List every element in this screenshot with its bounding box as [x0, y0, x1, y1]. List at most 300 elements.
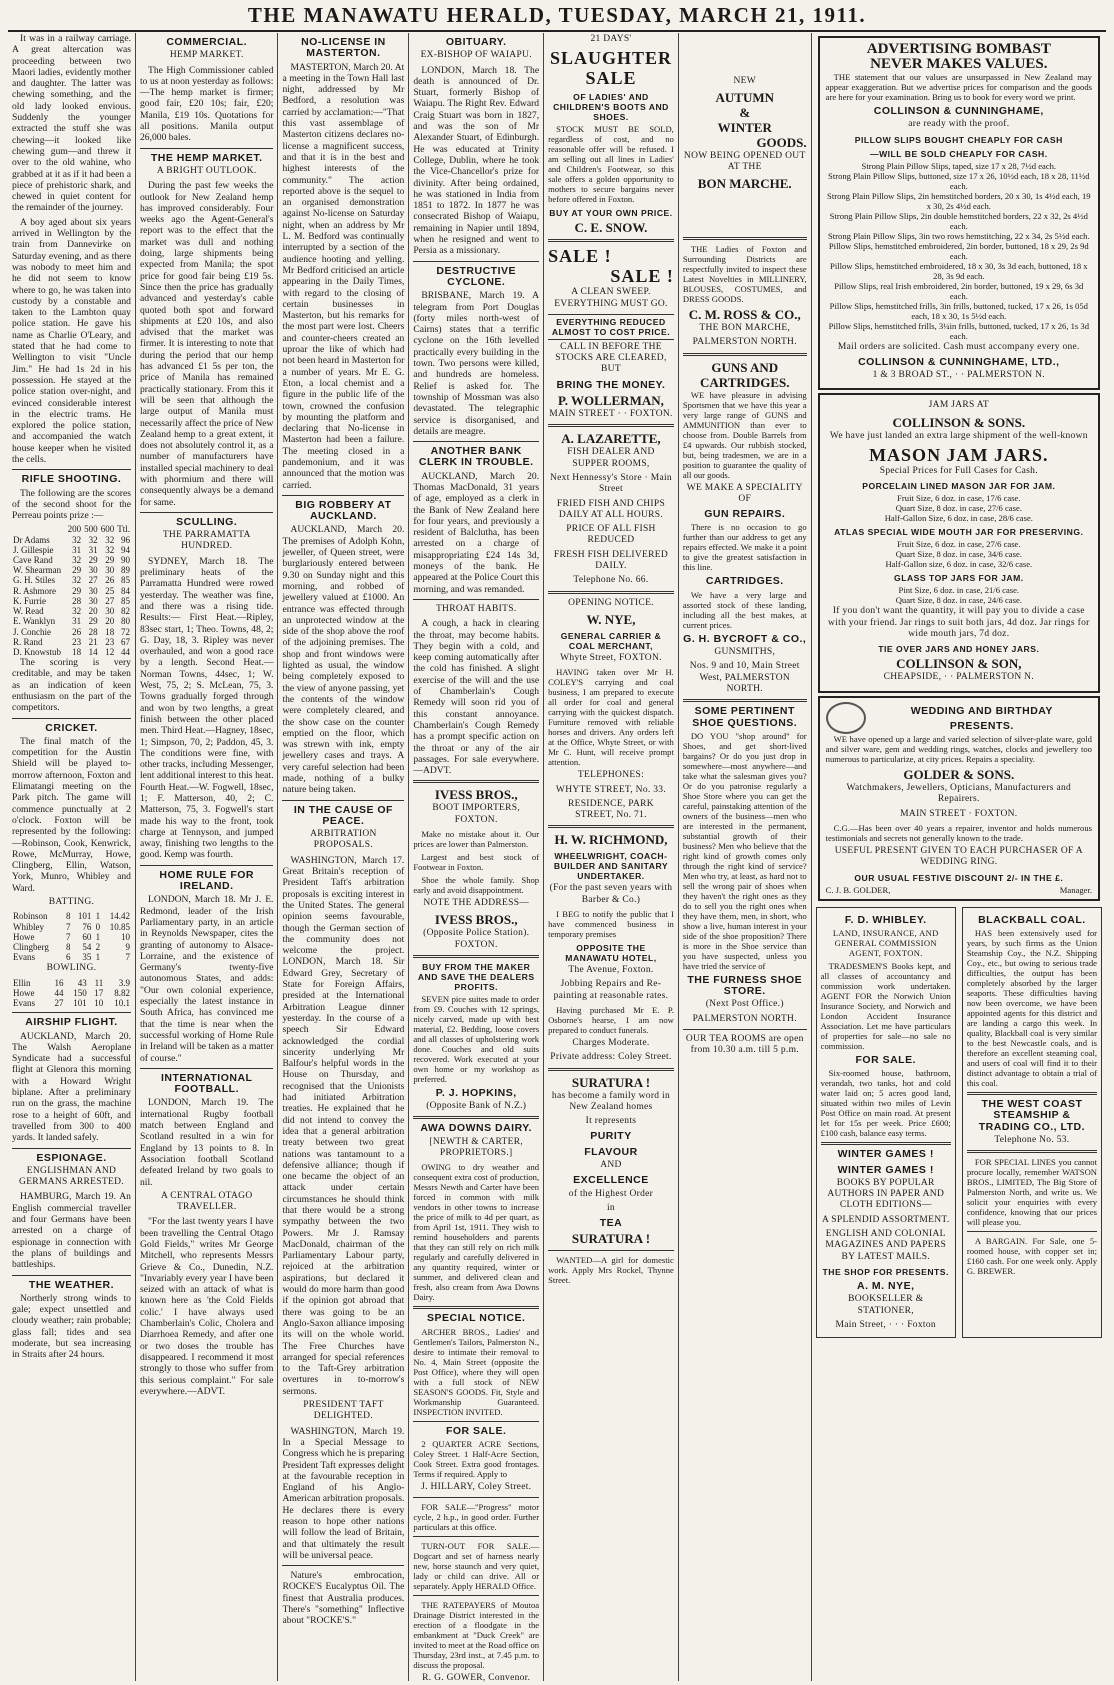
am-nye-address: Main Street, · · · Foxton [835, 1319, 936, 1330]
tie-over-jars: TIE OVER JARS AND HONEY JARS. [878, 644, 1040, 655]
richmond-text: I BEG to notify the public that I have commenced business in temporary premises [548, 909, 674, 940]
richmond-opposite: OPPOSITE THE MANAWATU HOTEL, [565, 943, 657, 964]
guns-text: WE have pleasure in advising Sportsmen that we have this year a very large range of GUNS and AMMUNITION than ever to choose from. Double Barrels from £4 upwards. Our rubbish stocked, but, being tradesmen, we are in a position to guarantee the quality of all our goods. [682, 389, 807, 480]
list-item: Pillow Slips, real Irish embroidered, 2in border, buttoned, 19 x 29, 6s 3d each. [834, 280, 1084, 301]
throat-sub: THROAT HABITS. [435, 603, 517, 614]
golder-sub: Watchmakers, Jewellers, Opticians, Manufacturers and Repairers. [846, 783, 1072, 805]
table-cell: Howe [13, 987, 35, 998]
table-cell: 72 [120, 626, 130, 637]
list-item: Strong Plain Pillow Slips, 2in hemstitched borders, 20 x 30, 1s 4½d each, 19 x 30, 2s 4½d each. [827, 190, 1091, 211]
home-rule-text: LONDON, March 18. Mr J. E. Redmond, leader of the Irish Parliamentary party, in an article in Reynolds Newspaper, cites the granting of autonomy to Alsace-Lorraine, and the existence of Germany's twenty-five autonomous States, and adds: "Our own colonial experience, especially the latest instance in South Africa, has convinced me that the time is near when the successful working of Home Rule in Ireland will be taken as a matter of course." [139, 894, 274, 1064]
cjb-golder: C. J. B. GOLDER, [825, 884, 891, 895]
bowling-heading: BOWLING. [46, 963, 97, 974]
table-row [12, 627, 131, 637]
richmond-private: Private address: Coley Street. [550, 1052, 672, 1063]
table-cell: G. H. Stiles [13, 575, 56, 586]
table-cell: 29 [88, 616, 98, 627]
ladies-boots: OF LADIES' AND CHILDREN'S BOOTS AND SHOES. [553, 92, 669, 123]
header-cell: 200 [67, 524, 82, 535]
column-2 [136, 33, 278, 1681]
list-item: Pillow Slips, hemstitched embroidered, 2in border, buttoned, 18 x 29, 2s 9d each. [828, 240, 1089, 261]
broad-street-address: 1 & 3 BROAD ST., · · PALMERSTON N. [872, 370, 1045, 381]
glass-top-heading: GLASS TOP JARS FOR JAM. [894, 573, 1024, 584]
table-row [12, 606, 131, 616]
list-item: Strong Plain Pillow Slips, 3in two rows hemstitching, 22 x 34, 2s 5½d each. [828, 230, 1090, 241]
atlas-list [826, 539, 1092, 569]
table-cell: Clingberg [13, 941, 49, 952]
table-cell: 30 [88, 565, 98, 576]
hemp-outlook-text: During the past few weeks the outlook for New Zealand hemp has improved considerably. Four weeks ago the Agent-General's report was to the effect that the market was dull and nothing doing, large shipments being expected from Manila; the spot price for good fair being £19 5s. Since then the price has gradually advanced and yesterday's cable quoted both spot and forward shipments at £20 10s, and also advised that the market was firmer. It is interesting to note that during the period that our hemp has advanced £1 5s per ton, the price of Manila has remained practically stationary. From this it will be seen that although the large output of Manila must necessarily affect the price of New Zealand hemp to a great extent, it does not absolutely control it, as a number of manufacturers have installed special machinery to deal with phormium and there will consequently always be a demand for same. [139, 180, 274, 508]
table-cell: 101 [73, 998, 87, 1009]
table-cell: 10 [120, 931, 130, 942]
sale-2: SALE ! [610, 266, 674, 287]
values-text: THE statement that our values are unsurpassed in New Zealand may appear exaggeration. But we advertise prices for comparison and the goods are here for your examination. Bring us to book for every word we print. [825, 72, 1092, 102]
column-4 [409, 33, 544, 1684]
table-cell: 150 [73, 987, 87, 998]
whibley-text: TRADESMEN'S Books kept, and all classes of accountancy and commission work undertaken. AGENT FOR the Norwich Union Insurance Society, and Norwich and London Accident Insurance Association. Let me have particulars of properties for sale—no sale no commission. [820, 960, 951, 1051]
special-prices: Special Prices for Full Cases for Cash. [879, 466, 1038, 477]
table-cell: 32 [105, 534, 115, 545]
richmond-avenue: The Avenue, Foxton. [568, 965, 654, 976]
header-cell: 500 [84, 524, 98, 535]
table-cell: 30 [88, 595, 98, 606]
table-cell: 76 [82, 921, 92, 932]
nye-tel-2: RESIDENCE, PARK STREET, No. 71. [567, 798, 654, 821]
table-row [12, 575, 131, 585]
heading-bank-clerk: ANOTHER BANK CLERK IN TROUBLE. [418, 445, 534, 469]
table-cell: 30 [105, 606, 115, 617]
espionage-sub: ENGLISHMAN AND GERMANS ARRESTED. [19, 1165, 124, 1188]
suratura-title: SURATURA ! [571, 1074, 651, 1090]
table-cell: 8 [66, 911, 71, 922]
blackball-heading: BLACKBALL COAL. [978, 913, 1086, 926]
table-cell: 16 [54, 977, 64, 988]
hemp-market-sub: HEMP MARKET. [169, 50, 244, 61]
nye-tel-1: WHYTE STREET, No. 33. [555, 784, 667, 795]
rifle-note: The scoring is very creditable, and may be taken as an indication of keen enthusiasm on the part of the competitors. [12, 657, 131, 714]
table-cell: 43 [77, 977, 87, 988]
wanted-ad: WANTED—A girl for domestic work. Apply Mrs Rockel, Thynne Street. [548, 1255, 674, 1286]
table-cell: Whibley [13, 921, 44, 932]
suratura-title-2: SURATURA ! [571, 1231, 651, 1247]
lazarette-name: A. LAZARETTE, [561, 431, 661, 447]
table-cell: 32 [72, 575, 82, 586]
list-item: Quart Size, 8 doz. in case, 27/6 case. [895, 503, 1022, 514]
mail-orders: Mail orders are solicited. Cash must accompany every one. [837, 341, 1080, 352]
goods-label: GOODS. [756, 134, 807, 150]
table-cell: 0 [95, 921, 101, 932]
winter-games-2: WINTER GAMES ! [837, 1163, 934, 1176]
heading-no-license: NO-LICENSE IN MASTERTON. [301, 36, 386, 60]
bycroft-address: Nos. 9 and 10, Main Street West, PALMERSTON NORTH. [689, 661, 800, 694]
table-row [12, 647, 131, 657]
football-text: LONDON, March 19. The international Rugby football match between England and Scotland resulted in a win for England by 13 points to 8. In Association football Scotland defeated Ireland by two goals to nil. [139, 1097, 274, 1188]
list-item: Strong Plain Pillow Slips, taped, size 17 x 28, 7½d each. [861, 160, 1057, 171]
table-cell: 18 [105, 626, 115, 637]
richmond-sub: WHEELWRIGHT, COACH-BUILDER AND SANITARY UNDERTAKER. [553, 851, 669, 882]
table-row [12, 942, 131, 952]
winter-games-1: WINTER GAMES ! [837, 1148, 934, 1161]
obituary-text: LONDON, March 18. The death is announced of Dr. Stuart, formerly Bishop of Waiapu. The Right Rev. Edward Craig Stuart was born in 1827, and was the son of Mr Alexander Stuart, of Edinburgh. He was educated at Trinity College, Dublin, where he took the Vice-Chancellor's prize for divinity. After being ordained, he was stationed in India from 1851 to 1872. In 1877 he was consecrated Bishop of Waiapu, remaining in Napier until 1894, when he resigned and went to Persia as a missionary. [413, 64, 540, 257]
reduced-line: EVERYTHING REDUCED ALMOST TO COST PRICE. [548, 314, 674, 340]
pillow-heading-1: PILLOW SLIPS BOUGHT CHEAPLY FOR CASH [854, 134, 1063, 145]
table-row [12, 616, 131, 626]
heading-rifle-shooting: RIFLE SHOOTING. [21, 473, 122, 486]
rifle-intro: The following are the scores of the second shoot for the Perreau points prize :— [12, 487, 131, 522]
golder-ad [818, 696, 1100, 901]
parramatta-sub: THE PARRAMATTA HUNDRED. [162, 530, 251, 552]
table-cell: 35 [82, 952, 92, 963]
clean-sweep: A CLEAN SWEEP. EVERYTHING MUST GO. [554, 287, 668, 309]
table-cell: Evans [13, 998, 35, 1009]
arbitration-sub: ARBITRATION PROPOSALS. [310, 829, 377, 851]
advertising-bombast: ADVERTISING BOMBAST [866, 41, 1051, 57]
table-cell: 27 [105, 595, 115, 606]
nye-telephones: TELEPHONES: [577, 770, 645, 781]
whibley-name: F. D. WHIBLEY. [844, 913, 927, 926]
table-row [12, 596, 131, 606]
cheapside-address: CHEAPSIDE, · · PALMERSTON N. [883, 672, 1035, 683]
weather-text: Northerly strong winds to gale; expect unsettled and cloudy weather; rain probable; glass fall; tides and sea moderate, but sea increasing in Straits after 24 hours. [12, 1292, 131, 1361]
heading-peace: IN THE CAUSE OF PEACE. [293, 803, 393, 827]
blackball-text: HAS been extensively used for years, by such firms as the Union Steamship Coy., the N.Z. Shipping Coy., etc., but owing to serious trade difficulties, the output has been completely absorbed by the larger seaports. These difficulties having now been overcome, we have been appointed agents for this district and are landing a cargo this week. In quality, Blackball coal is very similar to the best Newcastle coals, and is therefore an excellent steaming coal, and users of coal will find it to their distinct advantage to obtain a trial of this coal. [966, 927, 1097, 1088]
table-cell: 8 [66, 941, 71, 952]
table-cell: 54 [82, 941, 92, 952]
ivess-title-2: IVESS BROS., [434, 912, 518, 928]
table-cell: 26 [72, 626, 82, 637]
column-5 [544, 33, 679, 1681]
mason-jam-jars: MASON JAM JARS. [869, 445, 1049, 466]
am-nye-name: A. M. NYE, [856, 1279, 915, 1292]
suratura-in: in [606, 1202, 615, 1213]
table-cell: W. Shearman [13, 565, 62, 576]
heading-weather: THE WEATHER. [28, 1278, 115, 1291]
golder-name: GOLDER & SONS. [903, 767, 1015, 783]
table-cell: Ellin [13, 977, 31, 988]
opening-label: NOW BEING OPENED OUT AT THE [683, 150, 806, 173]
richmond-name: H. W. RICHMOND, [554, 832, 668, 848]
call-line: CALL IN BEFORE THE STOCKS ARE CLEARED, BUT [555, 341, 667, 375]
snow-name: C. E. SNOW. [574, 220, 648, 236]
suratura-tea: TEA [599, 1217, 623, 1230]
table-cell: J. Conchie [13, 626, 51, 637]
table-cell: 17 [94, 987, 104, 998]
hopkins-name: P. J. HOPKINS, [435, 1086, 517, 1099]
table-cell: D. Knowstub [13, 646, 62, 657]
table-cell: 25 [105, 585, 115, 596]
table-cell: Dr Adams [13, 534, 50, 545]
table-cell: 28 [72, 595, 82, 606]
table-cell: 27 [88, 575, 98, 586]
otago-text: "For the last twenty years I have been travelling the Central Otago Gold Fields," writes Mr George Mitchell, who represents Messrs Grieve & Co., Dunedin, N.Z. "Invariably every year I have been seized with an attack of what is known here as 'the Cold Fields colic.' I have always used Chamberlain's Colic, Cholera and Diarrhoea Remedy, and after one or two doses the trouble has disappeared. I recommend it most strongly to those who suffer from this serious complaint." For sale everywhere.—ADVT. [139, 1216, 274, 1397]
wedding-heading: WEDDING AND BIRTHDAY [910, 704, 1053, 717]
list-item: Quart Size, 8 doz. in case, 24/6 case. [895, 595, 1022, 606]
presents-heading: PRESENTS. [949, 719, 1014, 732]
table-row [12, 555, 131, 565]
table-cell: 90 [120, 555, 130, 566]
bargain-text: A BARGAIN. For Sale, one 5-roomed house, with copper set in; £160 cash. For one week only. Apply G. BREWER. [966, 1236, 1097, 1277]
speciality-line: WE MAKE A SPECIALITY OF [686, 482, 803, 504]
table-cell: 21 [88, 636, 98, 647]
table-cell: 28 [88, 626, 98, 637]
jam-jars-at: JAM JARS AT [928, 400, 989, 411]
stock-text: STOCK MUST BE SOLD, regardless of cost, and no reasonable offer will be refused. I am selling out all lines in Ladies' and Children's Footwear, so this sale offers a golden opportunity to mothers to secure bargains never before offered in Foxton. [548, 124, 674, 205]
gun-repairs-text: There is no occasion to go further than our address to get any repairs effected. We make it a point to give the greatest satisfaction in this line. [682, 522, 807, 573]
collinson-cunninghame-name: COLLINSON & CUNNINGHAME, [873, 105, 1044, 117]
table-cell: 26 [105, 575, 115, 586]
ross-sub: THE BON MARCHE, [699, 323, 791, 333]
furness-sub: (Next Post Office.) [705, 999, 784, 1010]
table-row [12, 932, 131, 942]
table-cell: 67 [120, 636, 130, 647]
quantity-note: If you don't want the quantity, it will pay you to divide a case with your friend. Jar rings to suit both jars, 4d doz. Jar rings for wide mouth jars, 7d doz. [828, 606, 1090, 639]
heading-commercial: COMMERCIAL. [166, 36, 248, 48]
table-cell: 3.9 [118, 977, 130, 988]
slaughter-title: SLAUGHTER [549, 48, 672, 69]
heading-cyclone: DESTRUCTIVE CYCLONE. [436, 264, 517, 288]
rocke-advert: Nature's embrocation, ROCKE'S Eucalyptus Oil. The finest that Australia produces. There's "something" Inflective about "ROCKE'S." [282, 1570, 405, 1627]
table-cell: 30 [88, 585, 98, 596]
whibley-sale-text: Six-roomed house, bathroom, verandah, two tanks, hot and cold water laid on; 5 acres good land, situated within two miles of Levin Post Office on main road. At present let for 15s per week. Price £600; £100 cash, balance easy terms. [820, 1068, 951, 1139]
heading-airship: AIRSHIP FLIGHT. [25, 1016, 118, 1029]
table-cell: 32 [105, 544, 115, 555]
table-cell: 30 [105, 565, 115, 576]
table-header-row [12, 524, 131, 534]
table-cell: 85 [120, 575, 130, 586]
lazarette-tel: Telephone No. 66. [573, 575, 649, 586]
taft-sub: PRESIDENT TAFT DELIGHTED. [303, 1400, 384, 1422]
batting-table [12, 911, 131, 962]
shop-presents: THE SHOP FOR PRESENTS. [822, 1266, 949, 1277]
list-item: Fruit Size, 6 doz. in case, 17/6 case. [897, 493, 1021, 504]
table-cell: 11 [94, 977, 104, 988]
cyclone-text: BRISBANE, March 19. A telegram from Port Douglas (forty miles north-west of Cairns) states that a terrific cyclone on the 16th levelled practically every building in the town. Two persons were killed, and hundreds are homeless. Relief is asked for. The township of Mossman was also devastated. The telegraphic service is disorganised, and details are meagre. [413, 290, 540, 437]
suratura-order: of the Highest Order [568, 1188, 654, 1199]
batting-heading: BATTING. [48, 897, 95, 908]
west-coast-name: THE WEST COAST STEAMSHIP & TRADING CO., LTD. [978, 1097, 1086, 1133]
whibley-for-sale: FOR SALE. [855, 1053, 916, 1066]
hopkins-address: (Opposite Bank of N.Z.) [426, 1101, 527, 1112]
table-row [12, 978, 131, 988]
collinson-cunninghame-ltd: COLLINSON & CUNNINGHAME, LTD., [858, 355, 1060, 368]
table-cell: 32 [72, 534, 82, 545]
collinson-sons: COLLINSON & SONS. [892, 414, 1026, 430]
autumn-label: AUTUMN [715, 89, 774, 105]
sale-1: SALE ! [548, 246, 612, 267]
nye-text: HAVING taken over Mr H. COLEY'S carrying and coal business, I am prepared to execute all order for coal and general carrying with the quickest dispatch. Furniture removed with reliable horses and drivers. Any orders left at the Office, Whyte Street, or with Mr C. Hunt, will receive prompt attention. [548, 667, 674, 768]
buy-own-price: BUY AT YOUR OWN PRICE. [549, 208, 673, 219]
hemp-market-text: The High Commissioner cabled to us at noon yesterday as follows:—The hemp market is firmer; good fair, £20 10s; fair, £20; Manila, £19 10s. Quotations for all positions. Manila output 26,000 bales. [139, 64, 274, 144]
golder-address: MAIN STREET · FOXTON. [900, 808, 1018, 819]
table-row [12, 545, 131, 555]
furness-name: THE FURNESS SHOE STORE. [687, 973, 803, 998]
header-cell [12, 524, 66, 534]
heading-hemp-market: THE HEMP MARKET. [150, 151, 263, 164]
nye-address: Whyte Street, FOXTON. [560, 652, 662, 663]
porcelain-list [826, 493, 1092, 523]
guns-title: GUNS AND CARTRIDGES. [700, 359, 790, 390]
watson-text: FOR SPECIAL LINES you cannot procure locally, remember WATSON BROS., LIMITED, The Big Store of Palmerston North, and write us. We solicit your enquiries with every confidence, knowing that our prices will please you. [966, 1157, 1097, 1228]
throat-text: A cough, a hack in clearing the throat, may become habits. They begin with a cold, and keep coming automatically after the cold has finished. A slight exercise of the will and the use of Chamberlain's Cough Remedy will soon rid you of this constant annoyance. Chamberlain's Cough Remedy has a prompt specific action on the throat or any of the air passages. For sale everywhere.—ADVT. [413, 618, 540, 777]
days-label: 21 DAYS' [590, 34, 632, 44]
table-cell: R. Rand [13, 636, 43, 647]
table-cell: 29 [88, 555, 98, 566]
bowling-table [12, 978, 131, 1009]
espionage-text: HAMBURG, March 19. An English commercial traveller and four Germans have been arrested on a charge of espionage in connection with the plans of buildings and battleships. [12, 1191, 131, 1271]
cartridges-heading: CARTRIDGES. [705, 575, 784, 588]
atlas-heading: ATLAS SPECIAL WIDE MOUTH JAR FOR PRESERVING. [834, 527, 1084, 538]
richmond-jobbing: Jobbing Repairs and Re-painting at reasonable rates. [553, 979, 669, 1001]
heading-football: INTERNATIONAL FOOTBALL. [160, 1071, 253, 1096]
blackball-ad [962, 907, 1102, 1338]
table-row [12, 565, 131, 575]
table-cell: 9 [125, 941, 130, 952]
list-item: Strong Plain Pillow Slips, 2in double hemstitched borders, 22 x 32, 2s 4½d each. [829, 210, 1088, 231]
peace-text: WASHINGTON, March 17. Great Britain's reception of President Taft's arbitration proposals is exciting interest in the United States. The general opinion seems favourable, though the German section of the community does not welcome the project. LONDON, March 18. Sir Edward Grey, Secretary of State for Foreign Affairs, presided at the International Arbitration League dinner yesterday. In the course of a speech Sir Edward acknowledged the cordial sincerity underlying Mr Balfour's helpful words in the House on Thursday, and recognised that the Unionists had initiated Arbitration treaties. He explained that he did not intend to convey the idea that a general arbitration treaty between two great nations was tantamount to a defensive alliance; though if one became the object of an attack under certain circumstances he should think that there would be a strong sympathy between the two Powers. Mr J. Ramsay MacDonald, chairman of the Parliamentary Labour party, rejoiced at the arbitration aspirations, but declared it would do more harm than good if the opinion got abroad that there was going to be an Anglo-Saxon alliance imposing its will on the whole world. The Free Churches have arranged for special references to the Taft-Grey arbitration overtures in to-morrow's sermons. [282, 854, 405, 1397]
nye-sub: GENERAL CARRIER & COAL MERCHANT, [560, 630, 662, 651]
heading-robbery: BIG ROBBERY AT AUCKLAND. [295, 498, 392, 523]
table-row [12, 535, 131, 545]
table-cell: 96 [120, 534, 130, 545]
ross-name: C. M. ROSS & CO., [688, 307, 801, 322]
table-row [12, 586, 131, 596]
table-row [12, 922, 131, 932]
wollerman-name: P. WOLLERMAN, [558, 393, 664, 409]
table-cell: 23 [72, 636, 82, 647]
page-columns [8, 33, 1106, 1684]
heading-cricket: CRICKET. [45, 721, 98, 734]
table-cell: 1 [95, 911, 101, 922]
table-cell: Cave Rand [13, 555, 53, 566]
wedding-text: WE have opened up a large and varied selection of silver-plate ware, gold and silver ware, gem and wedding rings, watches, clocks and jewellery too numerous to particularize, at city prices. Repairs a speciality. [825, 734, 1092, 765]
bycroft-name: G. H. BYCROFT & CO., [683, 632, 807, 645]
table-cell: 94 [120, 544, 130, 555]
bring-money: BRING THE MONEY. [556, 378, 666, 391]
masthead: THE MANAWATU HERALD, TUESDAY, MARCH 21, 1911. [8, 0, 1106, 32]
nye-name: W. NYE, [586, 611, 636, 627]
airship-text: AUCKLAND, March 20. The Walsh Aeroplane Syndicate had a successful flight at Glenora this morning with a Howard Wright biplane. After a preliminary run on the grass, the machine rose to a height of 60ft, and travelled from 300 to 400 yards. It landed safely. [12, 1030, 131, 1144]
ready-proof: are ready with the proof. [908, 119, 1010, 130]
whibley-ad [816, 907, 956, 1338]
table-cell: Evans [13, 952, 35, 963]
gun-repairs: GUN REPAIRS. [704, 508, 786, 521]
table-row [12, 637, 131, 647]
heading-espionage: ESPIONAGE. [36, 1151, 107, 1164]
table-cell: 1 [95, 931, 101, 942]
golder-cg: C.G.—Has been over 40 years a repairer, inventor and holds numerous testimonials and secrets not generally known to the trade. [825, 823, 1092, 844]
ratepayers-notice: THE RATEPAYERS of Moutoa Drainage District interested in the erection of a floodgate in the embankment at "Duck Creek" are invited to meet at the Road office on Thursday, 23rd inst., at 7.45 p.m. to discuss the proposal. [413, 1600, 540, 1671]
article-maori-ladies: It was in a railway carriage. A great altercation was proceeding between two Maori ladies, evidently mother and daughter. The latter was chewing something, and the old lady looked envious. Suddenly the younger extracted the stuff she was chewing—it looked like chewing gum—and threw it over to the old wahine, who grabbed at it as if it had been a piece of prehistoric shark, and chewed in quiet content for the remainder of the journey. [12, 33, 131, 214]
table-cell: 18 [72, 646, 82, 657]
porcelain-heading: PORCELAIN LINED MASON JAR FOR JAM. [862, 481, 1056, 492]
taft-text: WASHINGTON, March 19. In a Special Message to Congress which he is preparing President Taft expresses delight at the favourable reception in England of his Anglo-American arbitration proposals. He declares there is every reason to hope other nations will follow the lead of Britain, and that ultimately the result will be universal peace. [282, 1425, 405, 1561]
table-cell: 14.42 [109, 911, 130, 922]
manager-label: Manager. [1059, 884, 1092, 895]
list-item: Strong Plain Pillow Slips, buttoned, size 17 x 26, 10½d each, 18 x 28, 11½d each. [828, 170, 1090, 191]
table-cell: Robinson [13, 911, 48, 922]
bycroft-sub: GUNSMITHS, [714, 647, 776, 658]
suratura-flavour: FLAVOUR [584, 1145, 638, 1158]
list-item: Pillow Slips, hemstitched frills, 3in frills, buttoned, tucked, 17 x 26, 1s 05d each, 18 x 30, 1s 5½d each. [829, 300, 1088, 321]
table-cell: 32 [72, 606, 82, 617]
table-cell: 82 [120, 606, 130, 617]
gower-name: R. G. GOWER, Convenor. [422, 1673, 531, 1684]
list-item: Half-Gallon size, 6 doz. in case, 32/6 case. [885, 559, 1033, 570]
table-cell: 84 [120, 585, 130, 596]
list-item: Quart Size, 8 doz. in case, 34/6 case. [895, 549, 1022, 560]
useful-present: USEFUL PRESENT GIVEN TO EACH PURCHASER OF A WEDDING RING. [834, 846, 1083, 868]
table-cell: 32 [72, 555, 82, 566]
table-cell: 29 [105, 555, 115, 566]
table-cell: 29 [72, 565, 82, 576]
table-cell: 80 [120, 616, 130, 627]
sale-title: SALE [585, 68, 637, 89]
column-6 [679, 33, 812, 1681]
pillow-slip-list [826, 161, 1092, 341]
table-cell: 31 [88, 544, 98, 555]
table-cell: 10.1 [114, 998, 130, 1009]
for-sale-text: 2 QUARTER ACRE Sections, Coley Street. 1 Half-Acre Section, Cook Street. Extra good frontages. Terms if required. Apply to [413, 1438, 540, 1479]
suratura-represents: It represents [585, 1116, 637, 1127]
table-cell: 85 [120, 595, 130, 606]
ring-icon [826, 702, 866, 734]
motor-cycle-ad: FOR SALE—"Progress" motor cycle, 2 h.p., in good order. Further particulars at this office. [413, 1502, 540, 1533]
header-cell: Ttl. [117, 524, 130, 535]
suratura-text: has become a family word in New Zealand homes [551, 1090, 671, 1112]
robbery-text: AUCKLAND, March 20. The premises of Adolph Kohn, jeweller, of Queen street, were burglariously entered between 9.30 on Sunday night and this morning, and robbed of jewellery valued at £1000. An entrance was effected through an unprotected window at the side of the shop above the roof of the adjoining premises. The shop and front windows were lighted as usual, the window being completely exposed to the view of anyone passing, yet the contents of the window were completely cleared, and the show case on the counter emptied on the floor, which was strewn with ink, empty jewellery cases and trays. A very careful selection had been made, nothing of a bulky nature being taken. [282, 524, 405, 796]
article-lost-boy: A boy aged about six years arrived in Wellington by the train from Dannevirke on Saturday evening, and as there was nobody to meet him and he did not seem to know where to go, he was taken into custody by a constable and taken to the Lambton quay police station. He gave his name as Charlie O'Leary, and stated that he had come to Wellington to visit "Uncle Jim." He had 1s 2d in his possession. He stayed at the police station over-night, and evinced considerable interest in the electric trams. He explored the police station, and accompanied the watch house keeper when he visited the cells. [12, 216, 131, 465]
heading-home-rule: HOME RULE FOR IRELAND. [159, 868, 255, 893]
table-cell: 60 [82, 931, 92, 942]
pillow-heading-2: —WILL BE SOLD CHEAPLY FOR CASH. [869, 148, 1048, 159]
dairy-text: OWING to dry weather and consequent extra cost of production, Messrs Newth and Carter have been forced in common with milk vendors in other towns to increase the price of milk to 4d per quart, as from April 1st, 1911. They wish to remind householders and parents that they can still rely on rich milk regularly and carefully delivered in any quantity required, winter or summer, and delivered clean and fresh, also cream from Awa Downs Dairy. [413, 1162, 540, 1303]
table-cell: 1 [95, 952, 101, 963]
table-cell: 101 [77, 911, 92, 922]
column-1 [8, 33, 136, 1681]
books-line: BOOKS BY POPULAR AUTHORS IN PAPER AND CLOTH EDITIONS— [827, 1177, 945, 1211]
table-row [12, 911, 131, 921]
table-row [12, 952, 131, 962]
bright-outlook-sub: A BRIGHT OUTLOOK. [156, 165, 257, 176]
header-cell: 600 [100, 524, 115, 535]
table-cell: 44 [120, 646, 130, 657]
whibley-sub: LAND, INSURANCE, AND GENERAL COMMISSION AGENT, FOXTON. [832, 927, 939, 958]
ladies-invite: THE Ladies of Foxton and Surrounding Districts are respectfully invited to inspect these Latest Novelties in MILLINERY, BLOUSES, COSTUMES, and DRESS GOODS. [682, 244, 807, 304]
ivess-title: IVESS BROS., [434, 787, 518, 803]
table-row [12, 988, 131, 998]
richmond-hearse: Having purchased Mr E. P. Osborne's hearse, I am now prepared to conduct funerals. [548, 1004, 674, 1035]
rifle-scores-table [12, 524, 131, 657]
turnout-ad: TURN-OUT FOR SALE.—Dogcart and set of harness nearly new, horse staunch and very quiet, lady or child can drive. All or separately. Apply HERALD Office. [413, 1541, 540, 1592]
lazarette-address: Next Hennessy's Store · Main Street [549, 472, 672, 495]
table-cell: 7 [66, 921, 71, 932]
column-7 [812, 33, 1106, 1681]
glass-list [826, 585, 1092, 605]
jam-shipment: We have just landed an extra large shipment of the well-known [829, 430, 1088, 441]
lazarette-fried: FRIED FISH AND CHIPS DAILY AT ALL HOURS. [556, 498, 666, 520]
opening-notice: OPENING NOTICE. [568, 597, 654, 608]
special-notice-text: ARCHER BROS., Ladies' and Gentlemen's Tailors, Palmerston N., desire to intimate their removal to No. 4, Main Street (opposite the Post Office), where they will open with a full stock of NEW SEASON'S GOODS. Fit, Style and Workmanship Guaranteed. INSPECTION INVITED. [413, 1326, 540, 1417]
table-cell: W. Read [13, 606, 44, 617]
ross-address: PALMERSTON NORTH. [692, 337, 797, 348]
table-cell: 2 [95, 941, 101, 952]
dairy-sub: [NEWTH & CARTER, PROPRIETORS.] [429, 1136, 524, 1159]
table-cell: 89 [120, 565, 130, 576]
lazarette-fresh: FRESH FISH DELIVERED DAILY. [553, 549, 669, 572]
ivess-note: NOTE THE ADDRESS— [423, 898, 530, 908]
table-cell: K. Furrie [13, 595, 46, 606]
column-3 [278, 33, 409, 1681]
